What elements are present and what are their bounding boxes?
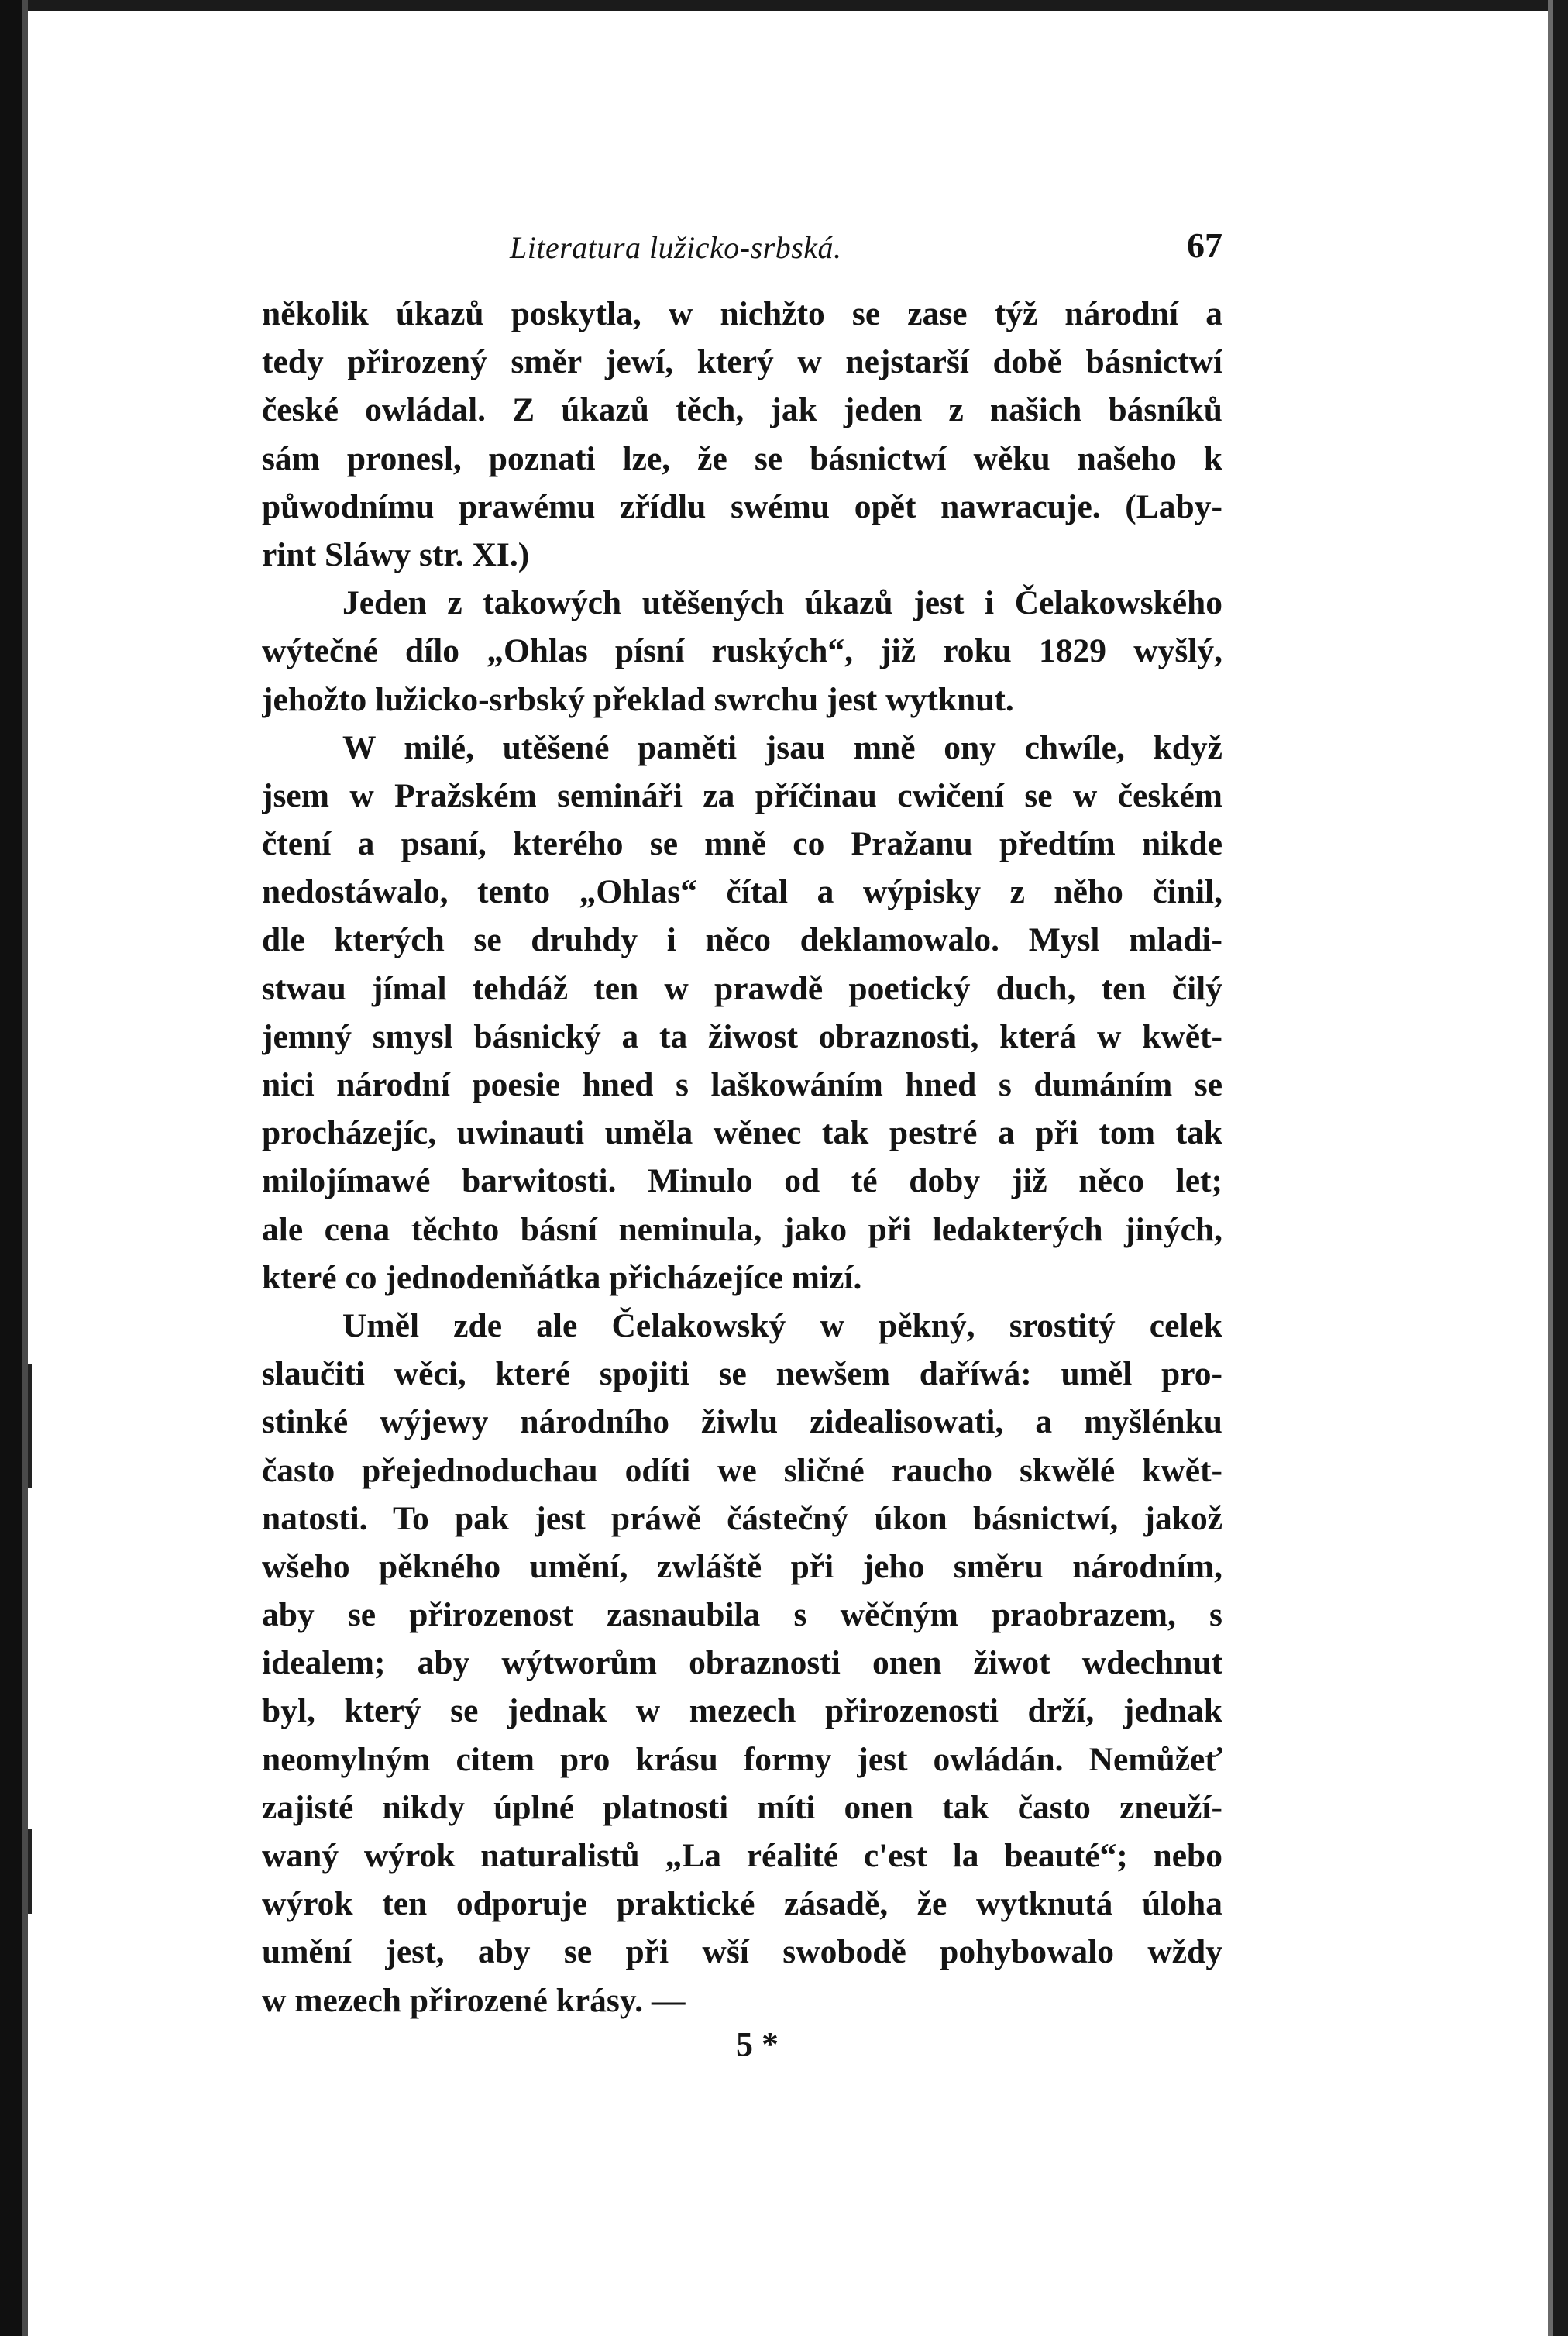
text-line: čtení a psaní, kterého se mně co Pražanu předtím nikde	[262, 825, 1222, 863]
text-line: často přejednoduchau odíti we sličné raucho skwělé kwět-	[262, 1451, 1222, 1489]
text-line: dle kterých se druhdy i něco deklamowalo. Mysl mladi-	[262, 921, 1222, 959]
scan-edge-left	[0, 0, 22, 2336]
book-page	[262, 225, 1222, 2025]
text-line: jsem w Pražském semináři za příčinau cwičení se w českém	[262, 776, 1222, 814]
text-line: byl, který se jednak w mezech přirozenosti drží, jednak	[262, 1692, 1222, 1730]
text-line: sám pronesl, poznati lze, že se básnictwí wěku našeho k	[262, 439, 1222, 477]
text-line: stwau jímal tehdáž ten w prawdě poetický duch, ten čilý	[262, 969, 1222, 1007]
text-line: procházejíc, uwinauti uměla wěnec tak pestré a při tom tak	[262, 1114, 1222, 1152]
text-line: waný wýrok naturalistů „La réalité c'est la beauté“; nebo	[262, 1837, 1222, 1874]
text-line: slaučiti wěci, které spojiti se newšem daříwá: uměl pro-	[262, 1355, 1222, 1393]
body-text	[262, 290, 1222, 2025]
text-line: wšeho pěkného umění, zwláště při jeho směru národním,	[262, 1547, 1222, 1585]
scan-edge-right	[1553, 0, 1568, 2336]
paragraph-3	[262, 724, 1222, 1302]
paragraph-4	[262, 1302, 1222, 2025]
text-line: několik úkazů poskytla, w nichžto se zase týž národní a	[262, 295, 1222, 332]
running-head	[262, 225, 1222, 271]
text-line: zajisté nikdy úplné platnosti míti onen tak často zneuží-	[262, 1788, 1222, 1826]
signature-mark: 5 *	[736, 2025, 779, 2063]
binding-mark	[28, 1364, 32, 1488]
text-line: Uměl zde ale Čelakowský w pěkný, srostitý celek	[342, 1306, 1222, 1344]
text-line: milojímawé barwitosti. Minulo od té doby již něco let;	[262, 1162, 1222, 1200]
text-line: nici národní poesie hned s laškowáním hned s dumáním se	[262, 1066, 1222, 1103]
paragraph-1	[262, 290, 1222, 579]
text-line: ale cena těchto básní neminula, jako při ledakterých jiných,	[262, 1210, 1222, 1248]
text-line: jehožto lužicko-srbský překlad swrchu jest wytknut.	[262, 680, 1014, 718]
text-line: aby se přirozenost zasnaubila s wěčným praobrazem, s	[262, 1596, 1222, 1634]
text-line: tedy přirozený směr jewí, který w nejstarší době básnictwí	[262, 343, 1222, 381]
text-line: idealem; aby wýtworům obraznosti onen žiwot wdechnut	[262, 1644, 1222, 1682]
text-line: w mezech přirozené krásy. —	[262, 1981, 686, 2019]
text-line: nedostáwalo, tento „Ohlas“ čítal a wýpisky z něho činil,	[262, 873, 1222, 911]
text-line: neomylným citem pro krásu formy jest owládán. Nemůžeť	[262, 1740, 1222, 1778]
text-line: W milé, utěšené paměti jsau mně ony chwíle, když	[342, 728, 1222, 766]
scan-edge-right-shadow	[1548, 0, 1553, 2336]
binding-mark	[28, 1829, 32, 1914]
scan-edge-left-shadow	[22, 0, 28, 2336]
text-line: umění jest, aby se při wší swobodě pohybowalo wždy	[262, 1933, 1222, 1971]
running-head-title: Literatura lužicko-srbská.	[510, 230, 842, 265]
text-line: rint Sláwy str. XI.)	[262, 535, 530, 573]
text-line: které co jednodenňátka přicházejíce mizí.	[262, 1258, 862, 1296]
text-line: české owládal. Z úkazů těch, jak jeden z našich básníků	[262, 391, 1222, 429]
page-number: 67	[1187, 225, 1222, 265]
text-line: půwodnímu prawému zřídlu swému opět nawracuje. (Laby-	[262, 487, 1222, 525]
scan-edge-top	[0, 0, 1568, 11]
text-line: wýrok ten odporuje praktické zásadě, že wytknutá úloha	[262, 1885, 1222, 1923]
text-line: jemný smysl básnický a ta žiwost obraznosti, která w kwět-	[262, 1017, 1222, 1055]
paragraph-2	[262, 579, 1222, 724]
text-line: natosti. To pak jest práwě částečný úkon básnictwí, jakož	[262, 1499, 1222, 1537]
text-line: stinké wýjewy národního žiwlu zidealisowati, a myšlénku	[262, 1403, 1222, 1441]
text-line: wýtečné dílo „Ohlas písní ruských“, již roku 1829 wyšlý,	[262, 632, 1222, 670]
text-line: Jeden z takowých utěšených úkazů jest i Čelakowského	[342, 584, 1222, 622]
